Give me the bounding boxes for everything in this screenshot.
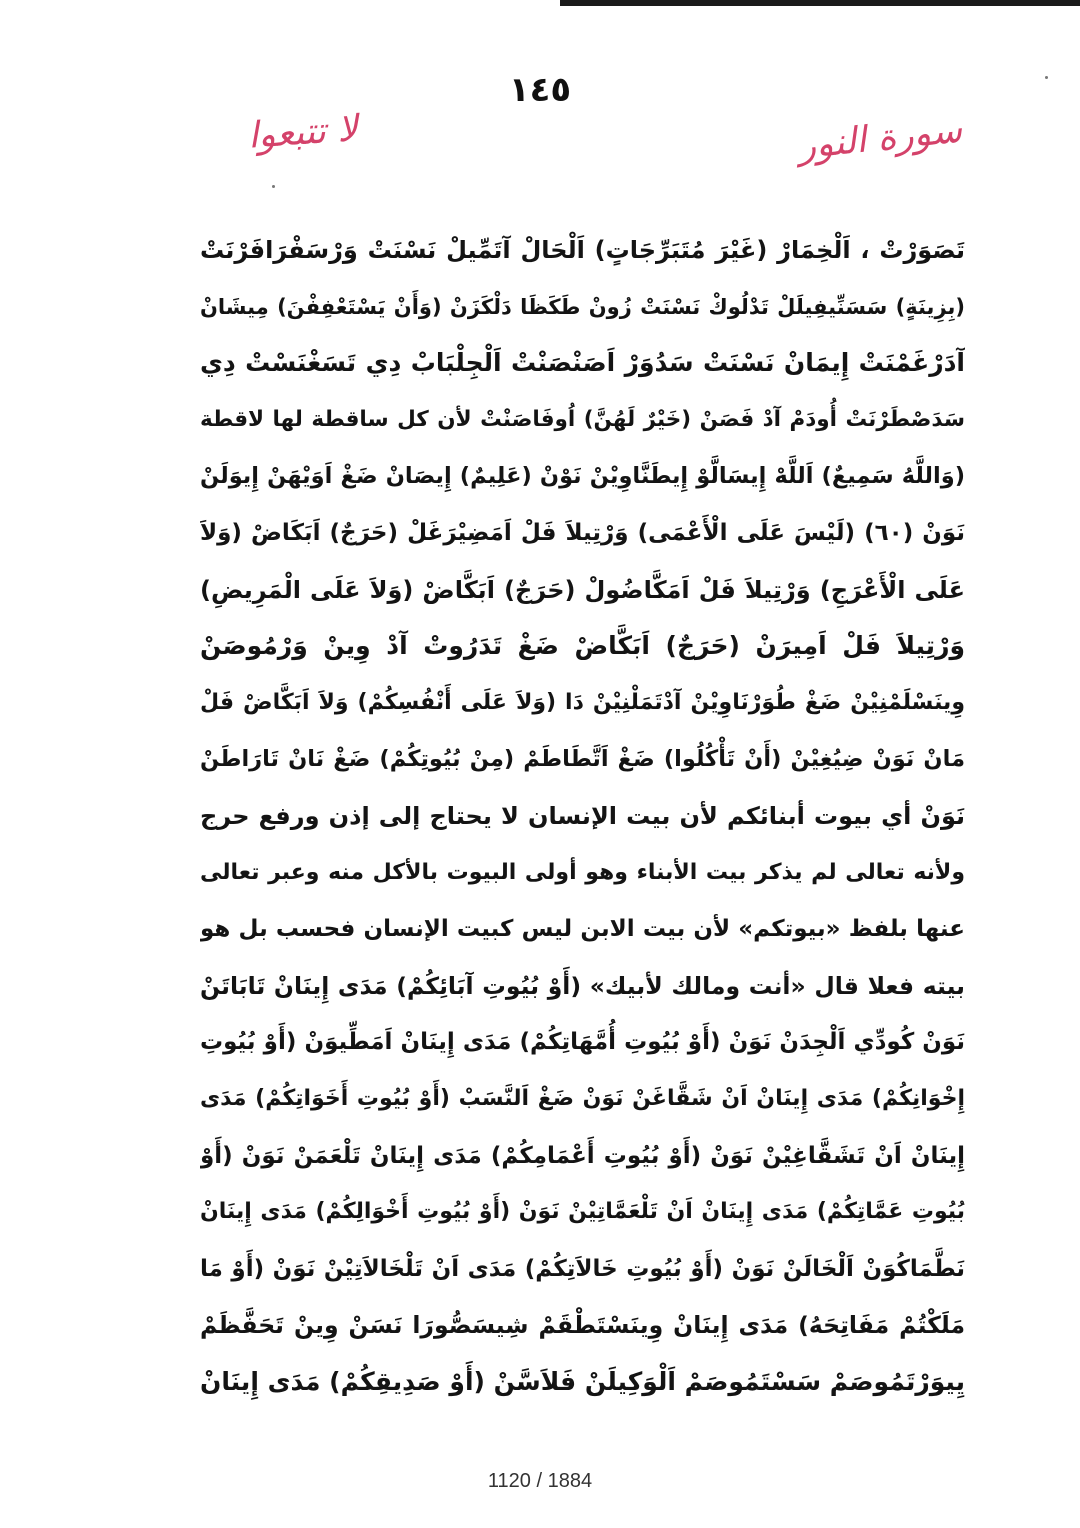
text-line: نَوَنْ كُودِّي اَلْجِدَنْ نَوَنْ (أَوْ بُيُوتِ أُمَّهَاتِكُمْ) مَدَى إِينَانْ اَمَطِّيوَنْ (أَوْ بُيُوتِ (200, 1029, 965, 1056)
page-counter: 1120 / 1884 (487, 1470, 593, 1492)
text-line: عَلَى الْأَعْرَجِ) وَرْتِيلاَ فَلْ اَمَكَّاضُولْ (حَرَجٌ) اَبَكَّاضْ (وَلاَ عَلَى الْمَرِيضِ) (200, 575, 965, 604)
text-line: نَوَنْ أي بيوت أبنائكم لأن بيت الإنسان لا يحتاج إلى إذن ورفع حرج (200, 801, 965, 830)
page-number: ١٤٥ (508, 70, 572, 110)
scan-edge-shadow (560, 0, 1080, 6)
text-line: يِيوَرْتَمُوصَمْ سَسْتَمُوصَمْ اَلْوَكِيلَنْ فَلاَسَّنْ (أَوْ صَدِيقِكُمْ) مَدَى إِينَانْ (200, 1366, 965, 1396)
text-line: (وَاللَّهُ سَمِيعٌ) اَللَّهْ إِيسَالَّوْ إِيطَنَّاوِيْنْ نَوْنْ (عَلِيمٌ) إِيصَانْ ضَغْ اَوَيْهَنْ إِيوَلَنْ (200, 463, 965, 490)
text-line: نَطَّمَاكُوَنْ اَلْخَالَنْ نَوَنْ (أَوْ بُيُوتِ خَالاَتِكُمْ) مَدَى اَنْ تَلْخَالاَتِيْنْ نَوَنْ (أَوْ مَا (200, 1255, 965, 1282)
handwritten-note-surah: سورة النور (796, 109, 964, 168)
text-line: عنها بلفظ «بيوتكم» لأن بيت الابن ليس كبيت الإنسان فحسب بل هو (200, 916, 965, 943)
scan-speck (272, 185, 275, 188)
text-line: مَلَكْتُمْ مَفَاتِحَهُ) مَدَى إِينَانْ وِينَسْتَطْقَمْ شِيسَصُّورَا نَسَنْ وِينْ تَحَفَّظَمْ (200, 1311, 965, 1340)
text-line: وَرْتِيلاَ فَلْ اَمِيرَنْ (حَرَجٌ) اَبَكَّاضْ ضَغْ تَدَرُوتْ آدْ وِينْ وَرْمُوصَنْ (200, 631, 965, 661)
text-line: (بِزِينَةٍ) سَسَنِّيفِيلَلْ تَدْلُوكْ نَسْنَتْ زُونْ طَكَظَا دَلْكَزَنْ (وَأَنْ يَسْتَعْفِفْنَ) مِيشَانْ (200, 294, 965, 319)
handwritten-note-verse: لا تتبعوا (246, 108, 359, 157)
text-line: مَانْ نَوَنْ ضِيُغِيْنْ (أَنْ تَأْكُلُوا) ضَغْ اَتَّطَاطَمْ (مِنْ بُيُوتِكُمْ) ضَغْ نَانْ تَارَاطَنْ (200, 746, 965, 773)
text-line: إِينَانْ اَنْ تَشَقَّاغِيْنْ نَوَنْ (أَوْ بُيُوتِ أَعْمَامِكُمْ) مَدَى إِينَانْ تَلْعَمَنْ نَوَنْ (أَوْ (200, 1142, 965, 1169)
text-line: نَوَنْ (٦٠) (لَيْسَ عَلَى الْأَعْمَى) وَرْتِيلاَ فَلْ اَمَضِيْرَغَلْ (حَرَجٌ) اَبَكَاضْ (وَلاَ (200, 519, 965, 546)
text-line: تَصَوَرْتْ ، اَلْخِمَارْ (غَيْرَ مُتَبَرِّجَاتٍ) اَلْحَالْ آتَمِّيلْ نَسْنَتْ وَرْسَفْرَافَرْنَتْ (200, 236, 965, 264)
text-line: بُيُوتِ عَمَّاتِكُمْ) مَدَى إِينَانْ اَنْ تَلْعَمَّاتِيْنْ نَوَنْ (أَوْ بُيُوتِ أَخْوَالِكُمْ) مَدَى إِينَانْ (200, 1199, 965, 1225)
body-text (200, 222, 965, 1410)
text-line: وِينَسْلَمْنِيْنْ ضَغْ طُوَرْنَاوِيْنْ آدْتَمَلْنِيْنْ دَا (وَلاَ عَلَى أَنْفُسِكُمْ) وَلاَ اَبَكَّاضْ فَلْ (200, 689, 965, 715)
text-line: ولأنه تعالى لم يذكر بيت الأبناء وهو أولى البيوت بالأكل منه وعبر تعالى (200, 859, 965, 885)
text-line: سَدَصْطَرْنَتْ أُودَمْ آدْ فَصَنْ (خَيْرٌ لَهُنَّ) اُوفَاصَنْتْ لأن كل ساقطة لها لاقطة (200, 406, 965, 432)
text-line: بيته فعلا قال «أنت ومالك لأبيك» (أَوْ بُيُوتِ آبَائِكُمْ) مَدَى إِينَانْ تَابَاتَنْ (200, 971, 965, 1000)
text-line: إِخْوَانِكُمْ) مَدَى إِينَانْ اَنْ شَقَّاغَنْ نَوَنْ ضَغْ اَلنَّسَبْ (أَوْ بُيُوتِ أَخَوَاتِكُمْ) مَدَى (200, 1085, 965, 1111)
text-line: آدَرْغَمْنَتْ إِيمَانْ نَسْنَتْ سَدُوَرْ اَصَنْصَنْتْ اَلْجِلْبَابْ دِي تَسَغْنَسْتْ دِي (200, 348, 965, 378)
